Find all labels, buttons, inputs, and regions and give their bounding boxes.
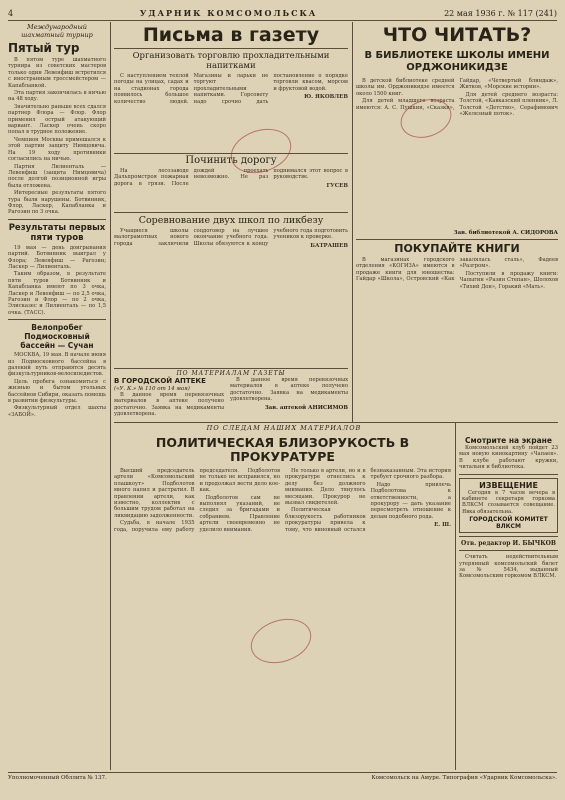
chess-kicker: Международный шахматный турнир	[21, 24, 93, 39]
paragraph: Чемпион Москвы примешался к этой партии защиту Нимцовича. На 19 ходу противники согласились на ничью.	[8, 136, 106, 163]
section-divider	[459, 550, 558, 551]
chess-body	[8, 57, 106, 216]
editor-line: Отв. редактор И. БЫЧКОВ	[461, 540, 556, 548]
pharmacy-body-cont	[230, 377, 348, 403]
section-divider	[459, 474, 558, 475]
materials-strip: ПО МАТЕРИАЛАМ ГАЗЕТЫ	[176, 370, 286, 377]
footer-right: Комсомольск на Амуре. Типография «Ударник Комсомольска».	[371, 775, 557, 781]
screen-body	[459, 445, 558, 471]
results-body	[8, 245, 106, 316]
section-divider	[356, 239, 558, 240]
issue-date: 22 мая 1936 г. № 117 (241)	[444, 8, 557, 18]
notice-signature: ГОРОДСКОЙ КОМИТЕТ ВЛКСМ	[469, 516, 548, 531]
reading-section	[356, 24, 558, 420]
letter3-body	[114, 228, 348, 278]
column-chess	[8, 24, 106, 770]
column-rule	[455, 422, 456, 770]
paragraph: Высший председатель артели «Комсомольский плашкоут» Подболотов много напил и растратил. В правлении артели, как известно, коллектив с большим трудом работал на ликвидацию задолженности.	[114, 468, 195, 519]
reading-sub: В БИБЛИОТЕКЕ ШКОЛЫ ИМЕНИ ОРДЖОНИКИДЗЕ	[364, 50, 550, 73]
paragraph: Партия Лилиенталь — Левенфиш (защита Нимцовича) после долгой позиционной игры была отложена.	[8, 163, 106, 189]
section-divider	[8, 219, 106, 220]
paragraph: Эта партия закончилась в ничью на 48 ходу.	[8, 90, 106, 103]
page-number: 4	[8, 8, 14, 18]
letter3-signature: БАТРАШЕВ	[310, 242, 348, 249]
footer-rule	[8, 772, 557, 773]
paragraph: Интересные результаты пятого тура были нарушены. Ботвинник, Флор, Ласкер, Капабланка и Рагозин по 3 очка.	[8, 190, 106, 216]
main-signature: Е. Ш.	[434, 522, 451, 529]
letter2-body	[114, 168, 348, 210]
page-header	[8, 6, 557, 21]
right-lower-column	[459, 436, 558, 766]
paragraph: Надо привлечь Подболотова к ответственности, а прокурору — дать указание пересмотреть отношение к делам подобного рода.	[370, 481, 451, 520]
letter1-signature: Ю. ЯКОВЛЕВ	[304, 94, 348, 101]
reading-body	[356, 78, 558, 228]
paragraph: Значительно раньше всех сдался партнер Флора — Флор. Флор применил острый атакующий вариант. Ласкер очень скоро попал в трудное положение.	[8, 103, 106, 136]
paragraph: Судьба, в начале 1935 года, поручила ему работу председателя. Подболотов не только не исправился, но и продолжал вести дело кое-как.	[114, 468, 280, 533]
letter1-body	[114, 73, 348, 151]
paragraph: С наступлением теплой погоды на улицах, садах и на стадионах города появилось большое количество людей. Магазины и ларьки не торгуют прохладительными напитками. Горсовету надо срочно дать постановление о порядке торговли квасом, морсом и фруктовой водой.	[114, 73, 348, 105]
main-article	[114, 436, 451, 766]
column-rule	[110, 22, 111, 770]
paragraph: В детской библиотеке средней школы им. Орджоникидзе имеется около 1500 книг.	[356, 78, 455, 97]
paragraph: Поступили в продажу книги: Чапыгин «Разин Степан», Шолохов «Тихий Дон», Горький «Мать».	[459, 270, 558, 290]
buy-body	[356, 257, 558, 407]
trace-strip: ПО СЛЕДАМ НАШИХ МАТЕРИАЛОВ	[206, 424, 362, 432]
paragraph: Для детей младшего возраста имеются: А. С. Пушкин, «Сказки», Гайдар, «Четвертый блиндаж», Житков, «Морские истории».	[356, 78, 558, 111]
cycle-body	[8, 352, 106, 418]
section-divider	[8, 319, 106, 320]
chess-title: Пятый тур	[8, 41, 80, 55]
section-divider	[114, 212, 348, 213]
paragraph: Комсомольский клуб пойдет 23 мая новую кинокартину «Чапаев». В клубе работают кружки, читальня и библиотека.	[459, 445, 558, 471]
pharmacy-signature: Зав. аптекой АНИСИМОВ	[264, 404, 348, 411]
paragraph: Для детей среднего возраста: Толстой, «Кавказский пленник», Л. Толстой «Детство», Серафимович «Железный поток».	[459, 91, 558, 118]
paragraph: В магазинах городского отделения «КОГИЗА» имеются в продаже книги для юношества: Гайдар «Школа», Островский «Как закалялась сталь», Фадеев «Разгром».	[356, 257, 558, 283]
pharmacy-title: В ГОРОДСКОЙ АПТЕКЕ	[114, 377, 206, 385]
pharmacy-sub: («У. К.» № 110 от 14 мая)	[114, 386, 190, 392]
section-divider	[114, 48, 348, 49]
notice-title: ИЗВЕЩЕНИЕ	[479, 480, 538, 490]
paragraph: Считать недействительным утерянный комсомольский билет за № 5434, выданный Комсомольским горкомом ВЛКСМ.	[459, 554, 558, 580]
paragraph: МОСКВА, 19 мая. В начале июня из Подмосковного бассейна в далекий путь отправятся десять физкультурников-велосипедистов.	[8, 352, 106, 378]
lost-notice	[459, 554, 558, 580]
paragraph: Учащиеся школы малограмотных нового города заключили соцдоговор на лучшее окончание учебного года. Школы обязуются к концу учебного года подготовить учеников к проверке.	[114, 228, 348, 247]
paragraph: В пятом туре шахматного турнира из советских мастеров только один Левенфиш встретился с иностранным гроссмейстером — Капабланкой.	[8, 57, 106, 89]
paragraph: Физкультурный отдел шахты «ЗАБОЙ».	[8, 405, 106, 418]
newspaper-title: УДАРНИК КОМСОМОЛЬСКА	[139, 8, 318, 18]
column-rule	[352, 22, 353, 422]
letter1-title: Организовать торговлю прохладительными напитками	[132, 51, 330, 71]
letters-title: Письма в газету	[142, 24, 320, 46]
paragraph: Таким образом, в результате пяти туров Ботвинник и Капабланка имеют по 3 очка, Ласкер и Левенфиш — по 2,5 очка, Рагозин и Флор — по 2 очка, Элисказес и Лилиенталь — по 1,5 очка. (ТАСС).	[8, 271, 106, 316]
section-divider	[114, 422, 558, 423]
main-body	[114, 468, 451, 766]
buy-title: ПОКУПАЙТЕ КНИГИ	[394, 242, 520, 255]
screen-title: Смотрите на экране	[465, 436, 552, 445]
section-divider	[459, 536, 558, 537]
paragraph: В данное время перевязочных материалов в аптеке получено достаточно. Заявка на медикаменты удовлетворена.	[114, 392, 224, 418]
paragraph: Сегодня в 7 часов вечера в кабинете секретаря горкома ВЛКСМ созывается совещание. Явка обязательна.	[462, 489, 555, 515]
paragraph: 19 мая — день доигрывания партий. Ботвинник выиграл у Флора; Левенфиш — Рагозин; Ласкер — Лилиенталь.	[8, 244, 106, 270]
letter2-signature: ГУСЕВ	[326, 182, 348, 189]
paragraph: Политическая близорукость работников прокуратуры привела к тому, что виновный остался безнаказанным. Эта история требует срочного разбора.	[285, 468, 451, 533]
results-title: Результаты первых пяти туров	[8, 222, 106, 243]
reading-signature: Зав. библиотекой А. СИДОРОВА	[453, 230, 558, 236]
pharmacy-body	[114, 392, 224, 418]
reading-title: ЧТО ЧИТАТЬ?	[382, 24, 532, 46]
paragraph: На лесозаводе Дальпромстроя пожарная дорога в грязи. После дождей проехать невозможно. Не раз поднимался этот вопрос в руководстве.	[114, 168, 348, 187]
letter3-title: Соревнование двух школ по ликбезу	[138, 215, 324, 226]
paragraph: В данное время перевязочных материалов в аптеке получено достаточно. Заявка на медикаменты удовлетворена.	[230, 377, 348, 403]
letter2-title: Починить дорогу	[185, 155, 277, 166]
page-footer	[8, 775, 557, 781]
main-title: ПОЛИТИЧЕСКАЯ БЛИЗОРУКОСТЬ В ПРОКУРАТУРЕ	[155, 436, 410, 464]
footer-left: Уполномоченный Обллита № 137.	[8, 775, 107, 781]
notice-box	[459, 478, 558, 534]
materials-section	[114, 370, 348, 418]
paragraph: Подболотов сам не выполнял указаний, не следил за бригадами и собранием. Правление артели своевременно не уделило внимания.	[199, 494, 280, 533]
paragraph: Цель пробега ознакомиться с жизнью и бытом угольных бассейнов Сибири, оказать помощь в развитии физкультуры.	[8, 378, 106, 405]
letters-section	[114, 24, 348, 369]
notice-body	[462, 490, 555, 516]
section-divider	[114, 368, 348, 369]
paragraph: Не только в артели, но и в прокуратуре отнеслись к делу без должного внимания. Дело тянулось месяцами. Прокурор не вызвал свидетелей.	[285, 468, 366, 507]
cycle-title: Велопробег Подмосковный бассейн — Сучан	[20, 323, 94, 351]
